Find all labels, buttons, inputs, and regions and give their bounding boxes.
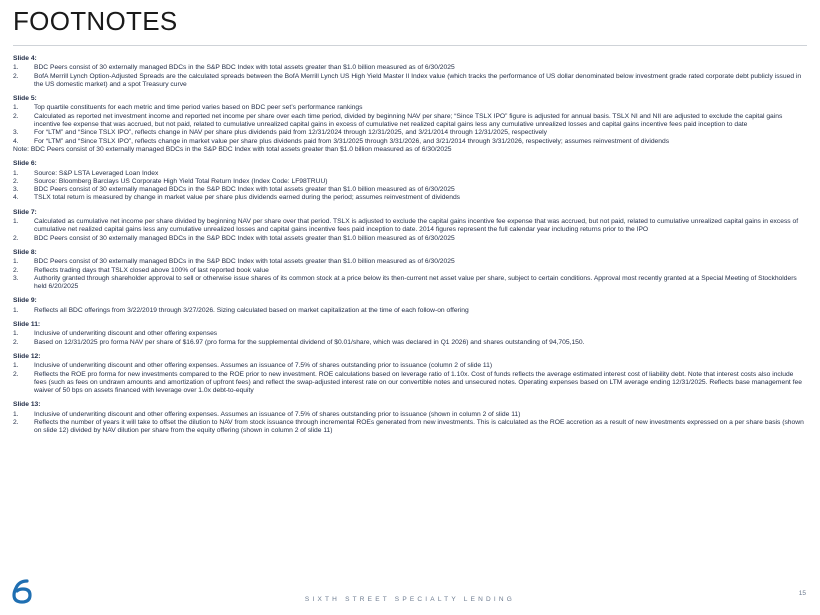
footnote-item <box>13 371 807 396</box>
footnote-item <box>13 73 807 90</box>
footnote-text: BDC Peers consist of 30 externally managed BDCs in the S&P BDC Index with total assets greater than $1.0 billion measured as of 6/30/2025 <box>34 64 455 72</box>
footnote-text: Reflects the number of years it will take to offset the dilution to NAV from stock issuance through incremental ROEs generated from new investments. This is calculated as the ROE accretion as a result of new investments expressed on a per share basis (shown on slide 12) divided by NAV dilution per share from the equity offering (shown in column 2 of slide 11) <box>34 418 804 435</box>
page-number: 15 <box>798 590 806 597</box>
footnote-number: 3. <box>13 129 19 137</box>
section-heading: Slide 9: <box>13 297 37 305</box>
footnote-text: TSLX total return is measured by change in market value per share plus dividends earned during the period; assumes reinvestment of dividends <box>34 194 461 202</box>
section-note: Note: BDC Peers consist of 30 externally managed BDCs in the S&P BDC Index with total assets greater than $1.0 billion measured as of 6/30/2025 <box>13 145 452 153</box>
footnote-text: For “LTM” and “Since TSLX IPO”, reflects change in market value per share plus dividends paid from 3/31/2025 through 3/31/2026, and 3/21/2014 through 3/31/2026, respectively; assumes reinvestment of dividends <box>34 137 670 145</box>
footnote-item <box>13 235 807 243</box>
footnote-item <box>13 330 807 338</box>
footnote-number: 1. <box>13 258 19 266</box>
footnote-text: Calculated as cumulative net income per share divided by beginning NAV per share over that period. TSLX is adjusted to exclude the capital gains incentive fee expense that was accrued, but not paid, related to cumulative unrealized capital gains in excess of cumulative net realized capital gains less any cumulative unrealized losses and capital gains incentive fees paid inception to date. 2014 figures represent the full calendar year including returns prior to the IPO <box>34 218 799 234</box>
footnote-text: BofA Merrill Lynch Option-Adjusted Spreads are the calculated spreads between the BofA Merrill Lynch US High Yield Master II Index value (which tracks the performance of US dollar denominated below investment grade rated corporate debt publicly issued in the US domestic market) and a spot Treasury curve <box>34 72 802 88</box>
section-heading: Slide 7: <box>13 208 37 216</box>
footnote-text: Based on 12/31/2025 pro forma NAV per share of $16.97 (pro forma for the supplemental dividend of $0.01/share, which was declared in Q1 2026) and shares outstanding of 94,705,150. <box>34 338 585 346</box>
section-heading: Slide 5: <box>13 95 37 103</box>
footnote-item <box>13 138 807 146</box>
footnote-number: 2. <box>13 418 19 426</box>
footnote-item <box>13 178 807 186</box>
footnote-number: 3. <box>13 186 19 194</box>
footnote-section <box>13 95 807 154</box>
footnote-text: BDC Peers consist of 30 externally managed BDCs in the S&P BDC Index with total assets greater than $1.0 billion measured as of 6/30/2025 <box>34 186 455 194</box>
footnote-item <box>13 362 807 370</box>
footnote-text: Inclusive of underwriting discount and other offering expenses. Assumes an issuance of 7.5% of shares outstanding prior to issuance (column 2 of slide 11) <box>34 362 493 370</box>
footnote-number: 3. <box>13 274 19 282</box>
footnote-item <box>13 129 807 137</box>
section-heading: Slide 13: <box>13 401 41 409</box>
footnote-number: 4. <box>13 194 19 202</box>
footnote-number: 2. <box>13 338 19 346</box>
section-heading: Slide 11: <box>13 321 41 329</box>
footnote-section <box>13 401 807 435</box>
footnote-number: 2. <box>13 177 19 185</box>
footnote-section <box>13 321 807 347</box>
footnote-item <box>13 186 807 194</box>
footnote-section <box>13 209 807 243</box>
section-heading: Slide 4: <box>13 55 37 62</box>
footnote-number: 1. <box>13 410 19 418</box>
footnote-item <box>13 275 807 292</box>
footnote-text: Reflects all BDC offerings from 3/22/2019 through 3/27/2026. Sizing calculated based on market capitalization at the time of each follow-on offering <box>34 306 469 314</box>
footnote-item <box>13 104 807 112</box>
footnote-item <box>13 307 807 315</box>
page-title: FOOTNOTES <box>13 6 178 36</box>
footnote-text: Inclusive of underwriting discount and other offering expenses. Assumes an issuance of 7.5% of shares outstanding prior to issuance (shown in column 2 of slide 11) <box>34 410 521 418</box>
footnote-number: 2. <box>13 266 19 274</box>
footnote-number: 2. <box>13 112 19 120</box>
footnote-section <box>13 249 807 291</box>
footnote-item <box>13 218 807 235</box>
section-heading: Slide 8: <box>13 248 37 256</box>
footer-company-name: SIXTH STREET SPECIALTY LENDING <box>304 596 516 603</box>
footnote-item <box>13 258 807 266</box>
footnote-section <box>13 353 807 395</box>
footnote-number: 4. <box>13 137 19 145</box>
footnote-number: 1. <box>13 169 19 177</box>
section-heading: Slide 12: <box>13 352 41 360</box>
footnote-item <box>13 194 807 202</box>
footnote-text: BDC Peers consist of 30 externally managed BDCs in the S&P BDC Index with total assets greater than $1.0 billion measured as of 6/30/2025 <box>34 258 455 266</box>
footnote-number: 1. <box>13 330 19 338</box>
footnote-number: 1. <box>13 104 19 112</box>
footnote-number: 1. <box>13 218 19 226</box>
footnote-text: BDC Peers consist of 30 externally managed BDCs in the S&P BDC Index with total assets greater than $1.0 billion measured as of 6/30/2025 <box>34 234 455 242</box>
footnote-section <box>13 160 807 202</box>
footnote-number: 1. <box>13 64 19 72</box>
footnote-section <box>13 297 807 315</box>
footnote-number: 1. <box>13 306 19 314</box>
section-heading: Slide 6: <box>13 160 37 168</box>
footnote-text: Authority granted through shareholder approval to sell or otherwise issue shares of its common stock at a price below its then-current net asset value per share, subject to certain conditions. Approval most recently granted at a Special Meeting of Stockholders held 6/20/2025 <box>34 274 797 291</box>
footnote-text: Inclusive of underwriting discount and other offering expenses <box>34 330 218 338</box>
footnote-item <box>13 113 807 130</box>
footnote-text: For “LTM” and “Since TSLX IPO”, reflects change in NAV per share plus dividends paid from 12/31/2024 through 12/31/2025, and 3/21/2014 through 12/31/2025, respectively <box>34 129 548 137</box>
footnotes-body <box>13 55 807 442</box>
footnote-item <box>13 411 807 419</box>
footnote-text: Reflects trading days that TSLX closed above 100% of last reported book value <box>34 266 269 274</box>
footnote-item <box>13 64 807 72</box>
footnote-number: 2. <box>13 234 19 242</box>
footnote-text: Top quartile constituents for each metric and time period varies based on BDC peer set’s performance rankings <box>34 104 363 112</box>
footnote-text: Calculated as reported net investment income and reported net income per share over each time period, divided by beginning NAV per share; “Since TSLX IPO” figure is adjusted for annual basis. TSLX NI and NII are adjusted to exclude the capital gains incentive fee expense that was accrued, but not paid, related to cumulative unrealized capital gains in excess of cumulative net realized capital gains less any cumulative unrealized losses and capital gains incentive fees paid inception to date <box>34 112 783 129</box>
footnote-text: Source: S&P LSTA Leveraged Loan Index <box>34 169 159 177</box>
footnote-item <box>13 419 807 436</box>
footnote-number: 2. <box>13 72 19 80</box>
footnote-number: 1. <box>13 362 19 370</box>
footnote-item <box>13 267 807 275</box>
title-divider <box>13 45 807 46</box>
footnote-text: Source: Bloomberg Barclays US Corporate High Yield Total Return Index (Index Code: LF98TRUU) <box>34 177 328 185</box>
footnote-text: Reflects the ROE pro forma for new investments compared to the ROE prior to new investment. ROE calculations based on leverage ratio of 1.10x. Cost of funds reflects the average estimated interest cost of liability debt. Note that interest costs also include fees (such as fees on undrawn amounts and amortization of upfront fees) and reflect the swap-adjusted interest rate on our convertible notes and unsecured notes. Operating expenses based on LTM average ending 12/31/2025. Reflects base management fee waiver of 50 bps on assets financed with leverage over 1.0x debt-to-equity <box>34 370 802 395</box>
footnote-item <box>13 339 807 347</box>
footnote-section <box>13 55 807 89</box>
footnote-item <box>13 170 807 178</box>
footnote-number: 2. <box>13 370 19 378</box>
